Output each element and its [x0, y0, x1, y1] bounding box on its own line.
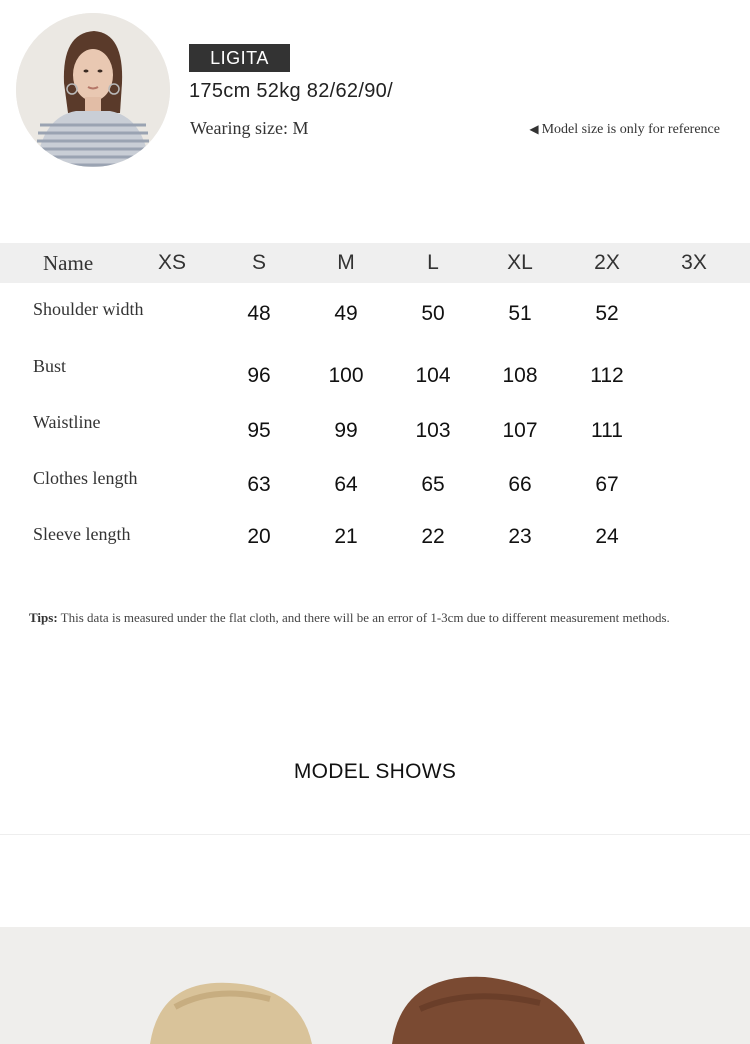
model-avatar — [16, 13, 170, 167]
tips-text: This data is measured under the flat cloth, and there will be an error of 1-3cm due to different measurement methods. — [57, 610, 670, 625]
header-size-l: L — [427, 251, 439, 274]
row-label: Clothes length — [33, 468, 138, 488]
table-cell: 66 — [508, 473, 532, 496]
table-cell: 51 — [508, 302, 532, 325]
table-cell: 22 — [421, 525, 445, 548]
table-cell: 95 — [247, 419, 271, 442]
table-cell: 21 — [334, 525, 358, 548]
table-cell: 49 — [334, 302, 358, 325]
header-size-m: M — [337, 251, 355, 274]
table-cell: 48 — [247, 302, 271, 325]
table-cell: 107 — [502, 419, 538, 442]
measurement-tips — [29, 610, 670, 626]
table-cell: 104 — [415, 364, 451, 387]
table-row — [0, 468, 750, 508]
table-cell: 111 — [591, 419, 623, 442]
table-cell: 112 — [590, 364, 624, 387]
table-cell: 67 — [595, 473, 619, 496]
row-label: Shoulder width — [33, 299, 144, 319]
model-measurements: 175cm 52kg 82/62/90/ — [189, 80, 393, 102]
header-size-s: S — [251, 251, 266, 274]
table-cell: 50 — [421, 302, 445, 325]
table-cell: 24 — [595, 525, 619, 548]
model-photo — [0, 927, 750, 1044]
row-label: Bust — [33, 356, 67, 376]
table-cell: 23 — [508, 525, 532, 548]
table-row — [0, 299, 750, 339]
table-cell: 96 — [247, 364, 271, 387]
table-cell: 103 — [415, 419, 451, 442]
table-cell: 52 — [595, 302, 619, 325]
table-cell: 63 — [247, 473, 271, 496]
header-size-xs: XS — [157, 251, 186, 274]
tips-label: Tips: — [29, 610, 58, 625]
size-table-header — [0, 243, 750, 283]
table-row — [0, 524, 750, 564]
left-triangle-icon: ◀ — [529, 122, 539, 136]
row-label: Sleeve length — [33, 524, 131, 544]
header-name: Name — [43, 251, 94, 275]
brand-badge: LIGITA — [189, 44, 290, 72]
table-row — [0, 412, 750, 452]
header-size-3x: 3X — [681, 251, 707, 274]
row-label: Waistline — [33, 412, 101, 432]
table-cell: 99 — [334, 419, 358, 442]
section-title: MODEL SHOWS — [293, 760, 457, 783]
table-cell: 64 — [334, 473, 358, 496]
size-table — [0, 243, 750, 548]
table-cell: 100 — [328, 364, 364, 387]
reference-note — [529, 122, 720, 138]
wearing-size: Wearing size: M — [190, 118, 309, 138]
table-cell: 20 — [247, 525, 271, 548]
table-cell: 108 — [502, 364, 538, 387]
header-size-xl: XL — [507, 251, 533, 274]
table-row — [0, 356, 750, 396]
header-size-2x: 2X — [594, 251, 620, 274]
reference-note-text: Model size is only for reference — [541, 122, 720, 137]
divider — [0, 834, 750, 835]
table-cell: 65 — [421, 473, 445, 496]
